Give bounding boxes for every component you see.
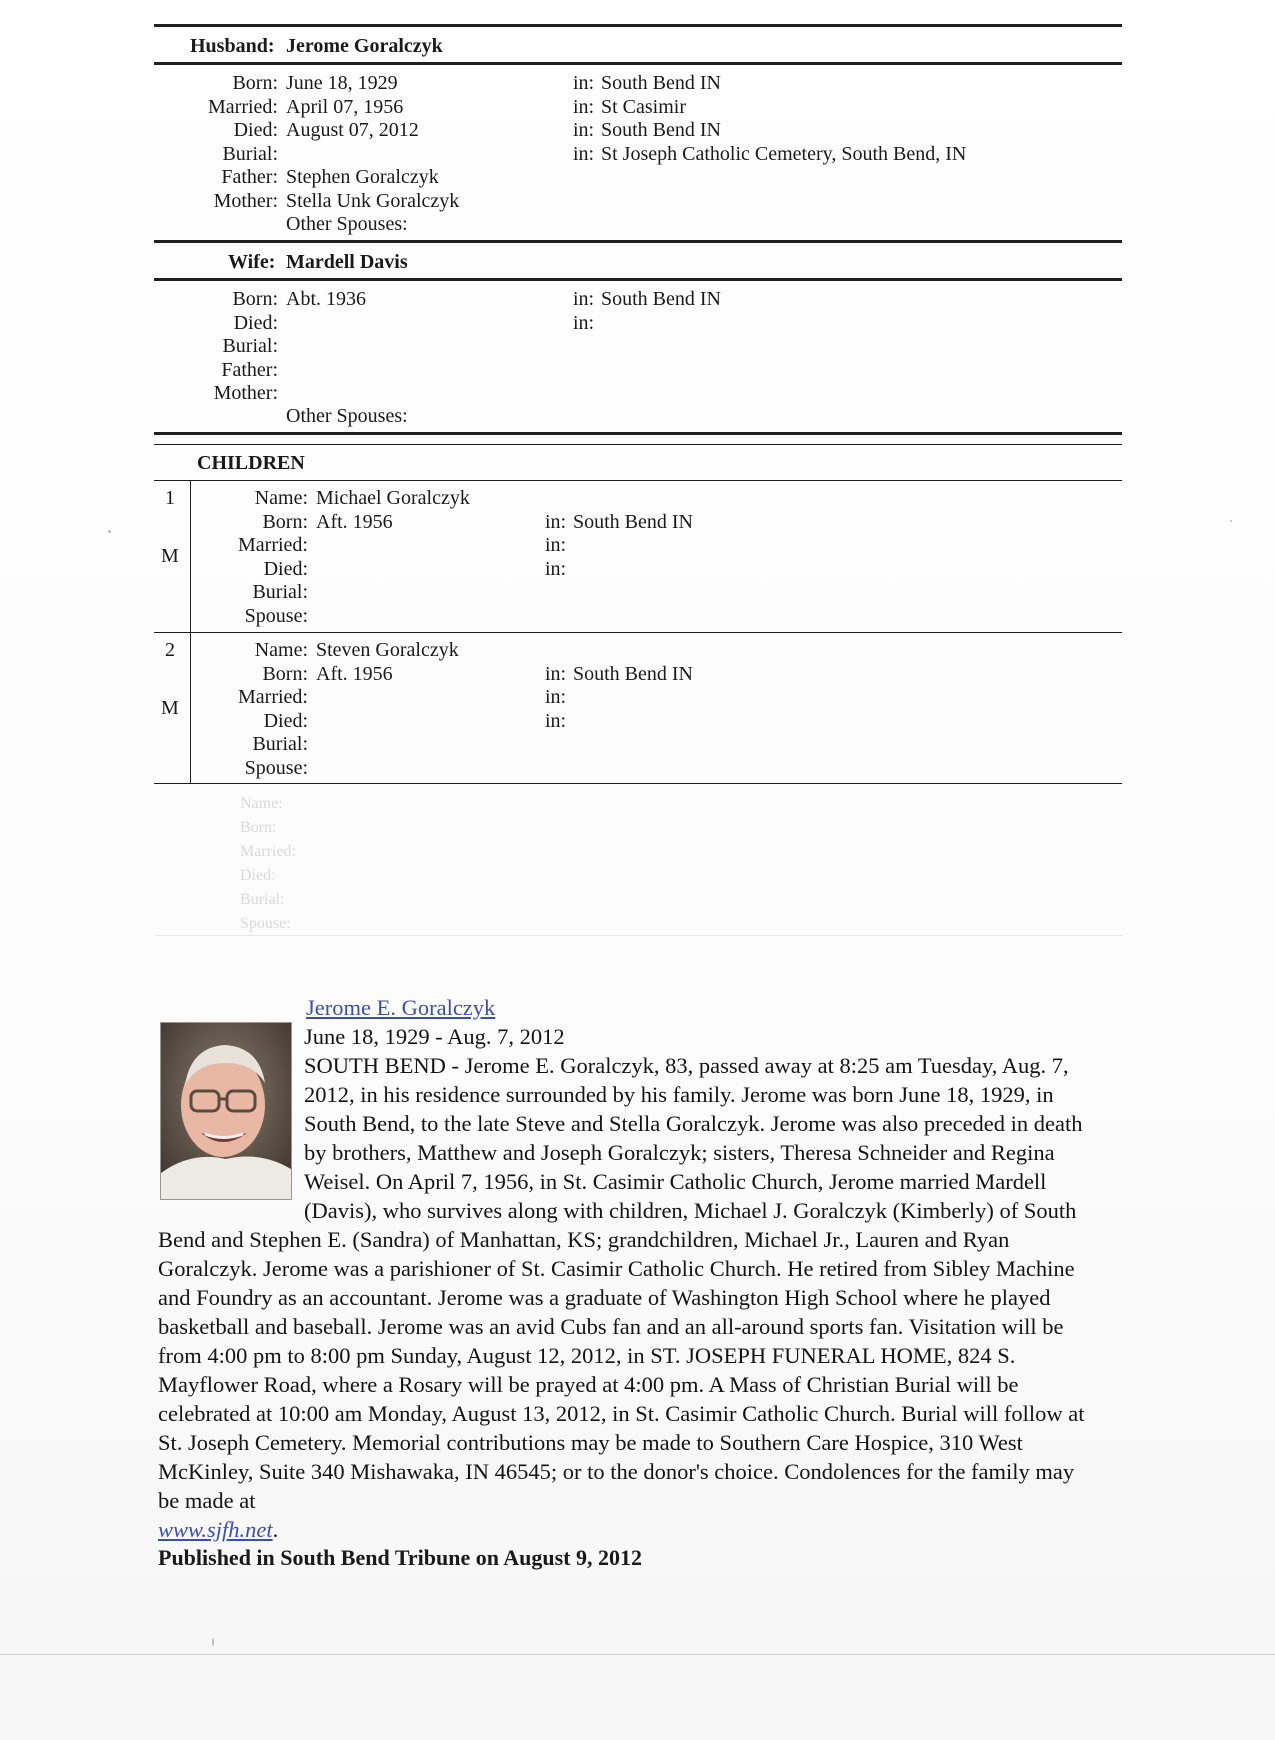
husband-field-in-label: in: <box>573 142 595 165</box>
scan-bottom-edge <box>0 1654 1275 1655</box>
husband-end-rule <box>154 240 1122 243</box>
husband-field-value: Stephen Goralczyk <box>286 166 439 188</box>
bleed-through-rule <box>154 935 1122 936</box>
child-number: 2 <box>165 639 175 661</box>
husband-field-label: Burial: <box>222 142 278 165</box>
child-field-label: Name: <box>254 639 308 661</box>
child-field-in-label: in: <box>545 557 567 580</box>
husband-field-place: St Joseph Catholic Cemetery, South Bend, IN <box>601 142 967 165</box>
child-field-label: Name: <box>254 487 308 509</box>
scan-speck <box>108 530 111 533</box>
husband-field-label: Died: <box>233 119 278 141</box>
husband-field-in-label: in: <box>573 95 595 118</box>
husband-heading-rule <box>154 62 1122 65</box>
husband-field-value: August 07, 2012 <box>286 119 419 141</box>
child-field-label: Spouse: <box>244 756 308 779</box>
child-field-label: Married: <box>238 534 308 556</box>
child-field-label: Died: <box>263 709 308 732</box>
child-sex: M <box>161 697 179 719</box>
wife-field-in-label: in: <box>573 311 595 334</box>
husband-field-label: Born: <box>232 72 278 94</box>
obituary-body: SOUTH BEND - Jerome E. Goralczyk, 83, passed away at 8:25 am Tuesday, Aug. 7, 2012, in his residence surrounded by his family. Jerome was born June 18, 1929, in South Bend, to the late Steve and Stella Goralczyk. Jerome was also preceded in death by brothers, Matthew and Joseph Goralczyk; sisters, Theresa Schneider and Regina Weisel. On April 7, 1956, in St. Casimir Catholic Church, Jerome married Mardell (Davis), who survives along with children, Michael J. Goralczyk (Kimberly) of South Bend and Stephen E. (Sandra) of Manhattan, KS; grandchildren, Michael Jr., Lauren and Ryan Goralczyk. Jerome was a parishioner of St. Casimir Catholic Church. He retired from Sibley Machine and Foundry as an accountant. Jerome was a graduate of Washington High School where he played basketball and baseball. Jerome was an avid Cubs fan and an all-around sports fan. Visitation will be from 4:00 pm to 8:00 pm Sunday, August 12, 2012, in ST. JOSEPH FUNERAL HOME, 824 S. Mayflower Road, where a Rosary will be prayed at 4:00 pm. A Mass of Christian Burial will be celebrated at 10:00 am Monday, August 13, 2012, in St. Casimir Catholic Church. Burial will follow at St. Joseph Cemetery. Memorial contributions may be made to Southern Care Hospice, 310 West McKinley, Suite 340 Mishawaka, IN 46545; or to the donor's choice. Condolences for the family may be made at <box>158 1053 1085 1513</box>
husband-field-label: Married: <box>208 95 278 118</box>
portrait-photo <box>160 1022 292 1200</box>
husband-other-spouses: Other Spouses: <box>286 213 408 235</box>
wife-field-in-label: in: <box>573 288 595 310</box>
child-field-label: Burial: <box>252 581 308 603</box>
children-end-rule <box>154 783 1122 784</box>
child-field-place: South Bend IN <box>573 510 693 533</box>
wife-field-place: South Bend IN <box>601 288 721 310</box>
wife-field-label: Mother: <box>213 382 278 404</box>
child-field-label: Born: <box>262 662 308 685</box>
child-field-value: Steven Goralczyk <box>316 639 459 661</box>
wife-field-value: Abt. 1936 <box>286 288 366 310</box>
child-field-place: South Bend IN <box>573 662 693 685</box>
wife-heading-label: Wife: <box>228 251 276 273</box>
child-field-label: Burial: <box>252 733 308 755</box>
child-field-in-label: in: <box>545 709 567 732</box>
child-field-label: Married: <box>238 686 308 708</box>
husband-name: Jerome Goralczyk <box>286 35 443 57</box>
child-field-label: Died: <box>263 557 308 580</box>
husband-field-value: April 07, 1956 <box>286 95 404 118</box>
portrait-image <box>161 1023 291 1199</box>
husband-field-value: Stella Unk Goralczyk <box>286 189 460 212</box>
child-field-label: Spouse: <box>244 604 308 627</box>
obituary-website-link[interactable]: www.sjfh.net <box>158 1517 273 1542</box>
husband-field-value: June 18, 1929 <box>286 72 398 94</box>
child-field-in-label: in: <box>545 510 567 533</box>
child-field-value: Aft. 1956 <box>316 662 393 685</box>
husband-heading-label: Husband: <box>190 35 275 57</box>
wife-field-label: Father: <box>221 358 278 381</box>
child-field-in-label: in: <box>545 534 567 556</box>
child-sex: M <box>161 545 179 567</box>
children-top-rule <box>154 444 1122 445</box>
bleed-through-artifact: Name: Born: Married: Died: Burial: Spouse: <box>240 795 296 932</box>
children-heading: CHILDREN <box>197 452 305 474</box>
wife-other-spouses: Other Spouses: <box>286 405 408 427</box>
husband-field-label: Father: <box>221 166 278 188</box>
obituary-title-link[interactable]: Jerome E. Goralczyk <box>306 995 496 1020</box>
child-field-value: Michael Goralczyk <box>316 487 470 509</box>
child-number: 1 <box>165 487 175 509</box>
child-1-separator <box>154 632 1122 633</box>
obituary-link-trail: . <box>272 1517 279 1542</box>
scan-speck <box>212 1638 214 1646</box>
wife-end-rule <box>154 432 1122 435</box>
obituary-text <box>158 1022 1098 1544</box>
husband-field-place: St Casimir <box>601 95 687 118</box>
child-field-in-label: in: <box>545 662 567 685</box>
child-field-value: Aft. 1956 <box>316 510 393 533</box>
wife-heading-rule <box>154 278 1122 281</box>
children-heading-rule <box>154 480 1122 481</box>
husband-field-in-label: in: <box>573 119 595 141</box>
child-field-label: Born: <box>262 510 308 533</box>
wife-field-label: Burial: <box>222 335 278 357</box>
wife-field-label: Died: <box>233 311 278 334</box>
husband-field-place: South Bend IN <box>601 72 721 94</box>
obituary-published-line: Published in South Bend Tribune on August 9, 2012 <box>158 1545 642 1570</box>
wife-name: Mardell Davis <box>286 251 408 273</box>
husband-field-label: Mother: <box>213 189 278 212</box>
scan-speck <box>1230 520 1232 522</box>
child-field-in-label: in: <box>545 686 567 708</box>
husband-field-in-label: in: <box>573 72 595 94</box>
top-rule <box>154 24 1122 27</box>
obituary-dates: June 18, 1929 - Aug. 7, 2012 <box>304 1024 565 1049</box>
husband-field-place: South Bend IN <box>601 119 721 141</box>
wife-field-label: Born: <box>232 288 278 310</box>
